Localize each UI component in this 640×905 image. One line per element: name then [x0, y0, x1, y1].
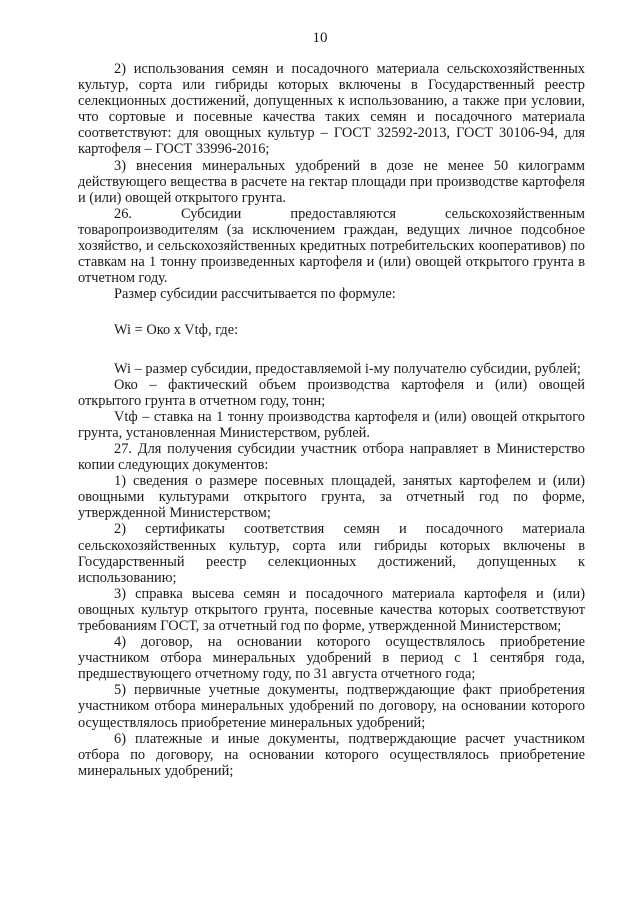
- document-item-4: 4) договор, на основании которого осуществлялось приобретение участником отбора минеральных удобрений в период с 1 сентября года, предшествующего отчетному году, по 31 августа отчетного года;: [78, 634, 585, 683]
- document-item-1: 1) сведения о размере посевных площадей, занятых картофелем и (или) овощными культурами открытого грунта, за отчетный год по форме, утвержденной Министерством;: [78, 473, 585, 522]
- definition-vtf: Vtф – ставка на 1 тонну производства картофеля и (или) овощей открытого грунта, установленная Министерством, рублей.: [78, 408, 585, 441]
- definition-oko: Око – фактический объем производства картофеля и (или) овощей открытого грунта в отчетном году, тонн;: [78, 376, 585, 409]
- document-body: [78, 61, 585, 779]
- page-number: 10: [312, 30, 328, 46]
- definition-wi: Wi – размер субсидии, предоставляемой i-му получателю субсидии, рублей;: [114, 360, 581, 377]
- paragraph-formula-intro: Размер субсидии рассчитывается по формуле:: [114, 286, 396, 303]
- document-item-5: 5) первичные учетные документы, подтверждающие факт приобретения участником отбора минеральных удобрений по договору, на основании которого осуществлялось приобретение минеральных удобрений;: [78, 682, 585, 731]
- document-item-3: 3) справка высева семян и посадочного материала картофеля и (или) овощных культур открытого грунта, посевные качества которых соответствуют требованиям ГОСТ, за отчетный год по форме, утвержденной Министерством;: [78, 585, 585, 634]
- paragraph-item-3: 3) внесения минеральных удобрений в дозе не менее 50 килограмм действующего вещества в расчете на гектар площади при производстве картофеля и (или) овощей открытого грунта.: [78, 157, 585, 206]
- paragraph-26: 26. Субсидии предоставляются сельскохозяйственным товаропроизводителям (за исключением граждан, ведущих личное подсобное хозяйство, и сельскохозяйственных кредитных потребительских кооперативов) по ставкам на 1 тонну произведенных картофеля и (или) овощей открытого грунта в отчетном году.: [78, 205, 585, 287]
- formula: Wi = Око x Vtф, где:: [114, 322, 239, 339]
- paragraph-item-2: 2) использования семян и посадочного материала сельскохозяйственных культур, сорта или гибриды которых включены в Государственный реестр селекционных достижений, допущенных к использованию, а также при условии, что сортовые и посевные качества таких семян и посадочного материала соответствуют: для овощных культур – ГОСТ 32592-2013, ГОСТ 30106-94, для картофеля – ГОСТ 33996-2016;: [78, 61, 585, 158]
- paragraph-27: 27. Для получения субсидии участник отбора направляет в Министерство копии следующих документов:: [78, 440, 585, 474]
- document-item-2: 2) сертификаты соответствия семян и посадочного материала сельскохозяйственных культур, сорта или гибриды которых включены в Государственный реестр селекционных достижений, допущенных к использованию;: [78, 521, 585, 586]
- document-item-6: 6) платежные и иные документы, подтверждающие расчет участником отбора по договору, на основании которого осуществлялось приобретение минеральных удобрений;: [78, 730, 585, 779]
